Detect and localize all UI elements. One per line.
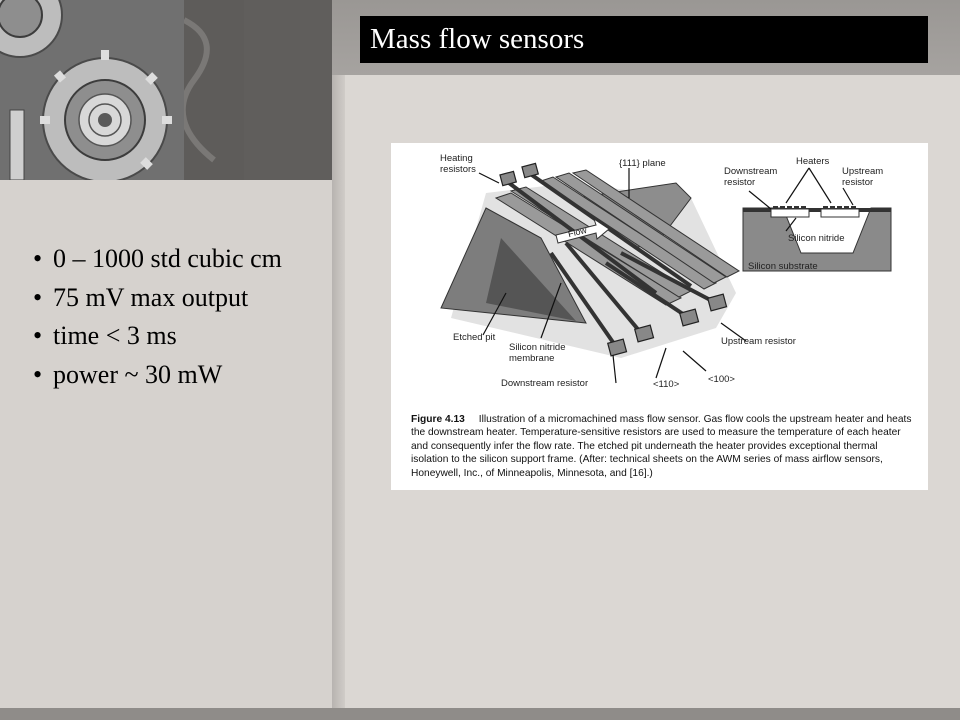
label-silicon-substrate: Silicon substrate <box>748 261 818 272</box>
gear-photo <box>0 0 184 180</box>
label-silicon-nitride: Silicon nitride <box>788 233 845 244</box>
label-silicon-nitride-membrane: Silicon nitride membrane <box>509 342 566 364</box>
bullet-item: • 0 – 1000 std cubic cm <box>33 244 282 273</box>
label-flow: Flow <box>566 224 588 240</box>
label-direction-110: <110> <box>653 379 680 390</box>
label-heating-resistors: Heating resistors <box>440 153 476 175</box>
figure-caption <box>411 413 916 480</box>
label-etched-pit: Etched pit <box>453 332 496 343</box>
bullet-item: • 75 mV max output <box>33 282 249 312</box>
sensor-figure <box>391 143 928 490</box>
bullet-text: time < 3 ms <box>53 321 177 350</box>
bullet-text: power ~ 30 mW <box>53 359 223 389</box>
label-upstream-resistor: Upstream resistor <box>721 336 796 347</box>
label-111-plane: {111} plane <box>619 158 666 169</box>
label-direction-100: <100> <box>708 374 735 385</box>
caption-label: Figure 4.13 <box>411 414 465 425</box>
label-heaters: Heaters <box>796 156 830 167</box>
label-downstream-resistor: Downstream resistor <box>501 378 589 389</box>
bullet-text: 75 mV max output <box>53 282 249 312</box>
label-upstream-resistor-top: Upstream resistor <box>842 166 884 188</box>
bullet-list <box>33 240 282 394</box>
bullet-text: 0 – 1000 std cubic cm <box>53 244 282 273</box>
bullet-item: • power ~ 30 mW <box>33 359 223 389</box>
caption-text: Illustration of a micromachined mass flow sensor. Gas flow cools the upstream heater and heats the downstream heater. Temperature-sensitive resistors are used to measure the temperature of each heater and consequently infer the flow rate. The etched pit underneath the heater provides exceptional thermal isolation to the silicon support frame. (After: technical sheets on the AWM series of mass airflow sensors, Honeywell, Inc., of Minneapolis, Minnesota, and [16].) <box>411 414 912 479</box>
label-downstream-resistor-top: Downstream resistor <box>724 166 778 188</box>
template-vertical-divider <box>332 75 345 720</box>
photo-strip <box>184 0 332 180</box>
template-bottom-band <box>0 708 960 720</box>
slide-title: Mass flow sensors <box>360 16 928 63</box>
bullet-item: • time < 3 ms <box>33 321 177 350</box>
